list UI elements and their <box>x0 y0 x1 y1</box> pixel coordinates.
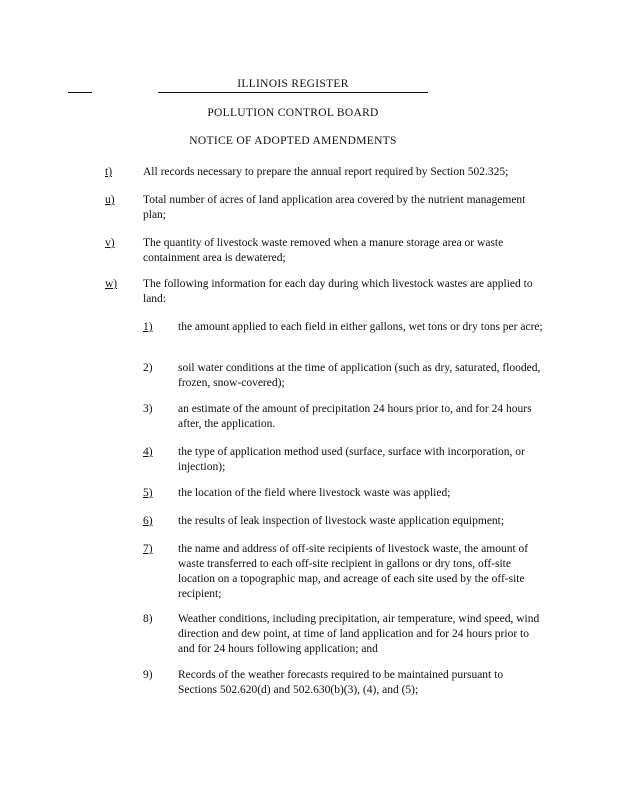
subitem-text: the results of leak inspection of livestock waste application equipment; <box>178 515 505 527</box>
item-label: w) <box>105 278 118 290</box>
subitem-text: soil water conditions at the time of application (such as dry, saturated, flooded, frozen, snow-covered); <box>178 362 541 389</box>
subitem-label: 4) <box>143 446 153 458</box>
subitem-text: the type of application method used (surface, surface with incorporation, or injection); <box>178 446 525 473</box>
board-title: POLLUTION CONTROL BOARD <box>207 107 379 119</box>
item-label: t) <box>105 166 113 178</box>
subitem-text: the location of the field where livestock waste was applied; <box>178 487 451 499</box>
subitem-label: 3) <box>143 403 153 415</box>
item-text: Total number of acres of land application area covered by the nutrient management plan; <box>143 194 526 221</box>
subitem-label: 6) <box>143 515 153 527</box>
subitem-label: 9) <box>143 669 153 681</box>
subitem-text: the amount applied to each field in either gallons, wet tons or dry tons per acre; <box>178 321 543 333</box>
subitem-text: the name and address of off-site recipients of livestock waste, the amount of waste transferred to each off-site recipient in gallons or dry tons, off-site location on a topographic map, and acreage of each site used by the off-site recipient; <box>178 543 529 600</box>
subitem-label: 1) <box>143 321 153 333</box>
item-label: v) <box>105 237 115 249</box>
item-text: All records necessary to prepare the annual report required by Section 502.325; <box>143 166 509 178</box>
item-text: The following information for each day during which livestock wastes are applied to land: <box>143 278 533 305</box>
subitem-text: an estimate of the amount of precipitation 24 hours prior to, and for 24 hours after, the application. <box>178 403 532 430</box>
subitem-label: 2) <box>143 362 153 374</box>
header-rule <box>158 92 428 93</box>
item-text: The quantity of livestock waste removed when a manure storage area or waste containment area is dewatered; <box>143 237 504 264</box>
subitem-label: 5) <box>143 487 153 499</box>
header-left-rule <box>68 92 92 93</box>
notice-title: NOTICE OF ADOPTED AMENDMENTS <box>189 135 397 147</box>
subitem-label: 7) <box>143 543 153 555</box>
subitem-text: Weather conditions, including precipitation, air temperature, wind speed, wind direction and dew point, at time of land application and for 24 hours prior to and for 24 hours following application; and <box>178 613 540 655</box>
subitem-label: 8) <box>143 613 153 625</box>
item-label: u) <box>105 194 115 206</box>
register-title: ILLINOIS REGISTER <box>237 78 349 90</box>
subitem-text: Records of the weather forecasts required to be maintained pursuant to Sections 502.620(d) and 502.630(b)(3), (4), and (5); <box>178 669 504 696</box>
